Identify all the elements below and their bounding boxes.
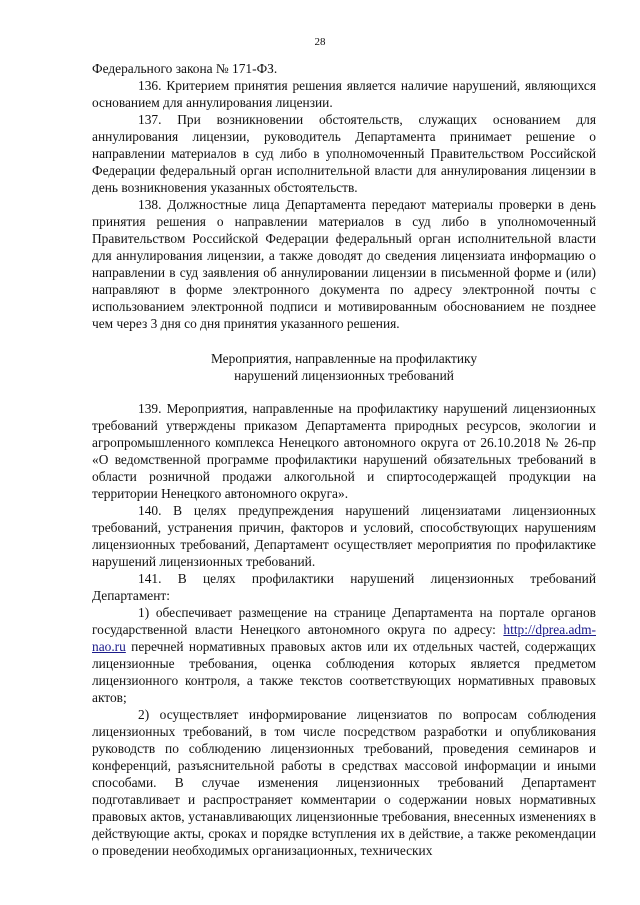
page-content [92,60,596,859]
section-heading-line-2: нарушений лицензионных требований [234,368,454,383]
list-item-1 [92,604,596,706]
list-item-1-text-end: перечней нормативных правовых актов или их отдельных частей, содержащих лицензионные требования, оценка соблюдения которых является предметом лицензионного контроля, а также текстов соответствующих нормативных правовых актов; [92,639,596,705]
paragraph-138: 138. Должностные лица Департамента передают материалы проверки в день принятия решения о направлении материалов в суд либо в уполномоченный Правительством Российской Федерации федеральный орган исполнительной власти для аннулирования лицензии, а также доводят до сведения лицензиата информацию о направлении в суд заявления об аннулировании лицензии в письменной форме и (или) направляют в форме электронного документа по адресу электронной почты с использованием электронной подписи и мотивированным обоснованием не позднее чем через 3 дня со дня принятия указанного решения. [92,197,596,331]
section-heading [92,350,596,384]
section-heading-line-1: Мероприятия, направленные на профилактику [210,351,478,366]
portal-link[interactable]: http://dprea.adm-nao.ru [92,622,596,654]
paragraph-140: 140. В целях предупреждения нарушений лицензиатами лицензионных требований, устранения причин, факторов и условий, способствующих нарушениям лицензионных требований, Департамент осуществляет мероприятия по профилактике нарушений лицензионных требований. [92,503,596,569]
paragraph: Федерального закона № 171-ФЗ. [92,61,278,76]
paragraph-136: 136. Критерием принятия решения является наличие нарушений, являющихся основанием для аннулирования лицензии. [92,78,596,110]
page-number: 28 [314,36,326,48]
list-item-1-text-start: 1) обеспечивает размещение на странице Департамента на портале органов государственной власти Ненецкого автономного округа по адресу: [92,605,596,637]
paragraph-139: 139. Мероприятия, направленные на профилактику нарушений лицензионных требований утверждены приказом Департамента природных ресурсов, экологии и агропромышленного комплекса Ненецкого автономного округа от 26.10.2018 № 26-пр «О ведомственной программе профилактики нарушений обязательных требований в области розничной продажи алкогольной и спиртосодержащей продукции на территории Ненецкого автономного округа». [92,401,596,501]
paragraph-141: 141. В целях профилактики нарушений лицензионных требований Департамент: [92,571,596,603]
list-item-2: 2) осуществляет информирование лицензиатов по вопросам соблюдения лицензионных требований, в том числе посредством разработки и опубликования руководств по соблюдению лицензионных требований, проведения семинаров и конференций, разъяснительной работы в средствах массовой информации и иными способами. В случае изменения лицензионных требований Департамент подготавливает и распространяет комментарии о содержании новых нормативных правовых актов, устанавливающих лицензионные требования, внесенных изменениях в действующие акты, сроках и порядке вступления их в действие, а также рекомендации о проведении необходимых организационных, технических [92,707,596,858]
paragraph-137: 137. При возникновении обстоятельств, служащих основанием для аннулирования лицензии, руководитель Департамента принимает решение о направлении материалов в суд либо в уполномоченный Правительством Российской Федерации федеральный орган исполнительной власти для аннулирования лицензии в день возникновения указанных обстоятельств. [92,112,596,195]
